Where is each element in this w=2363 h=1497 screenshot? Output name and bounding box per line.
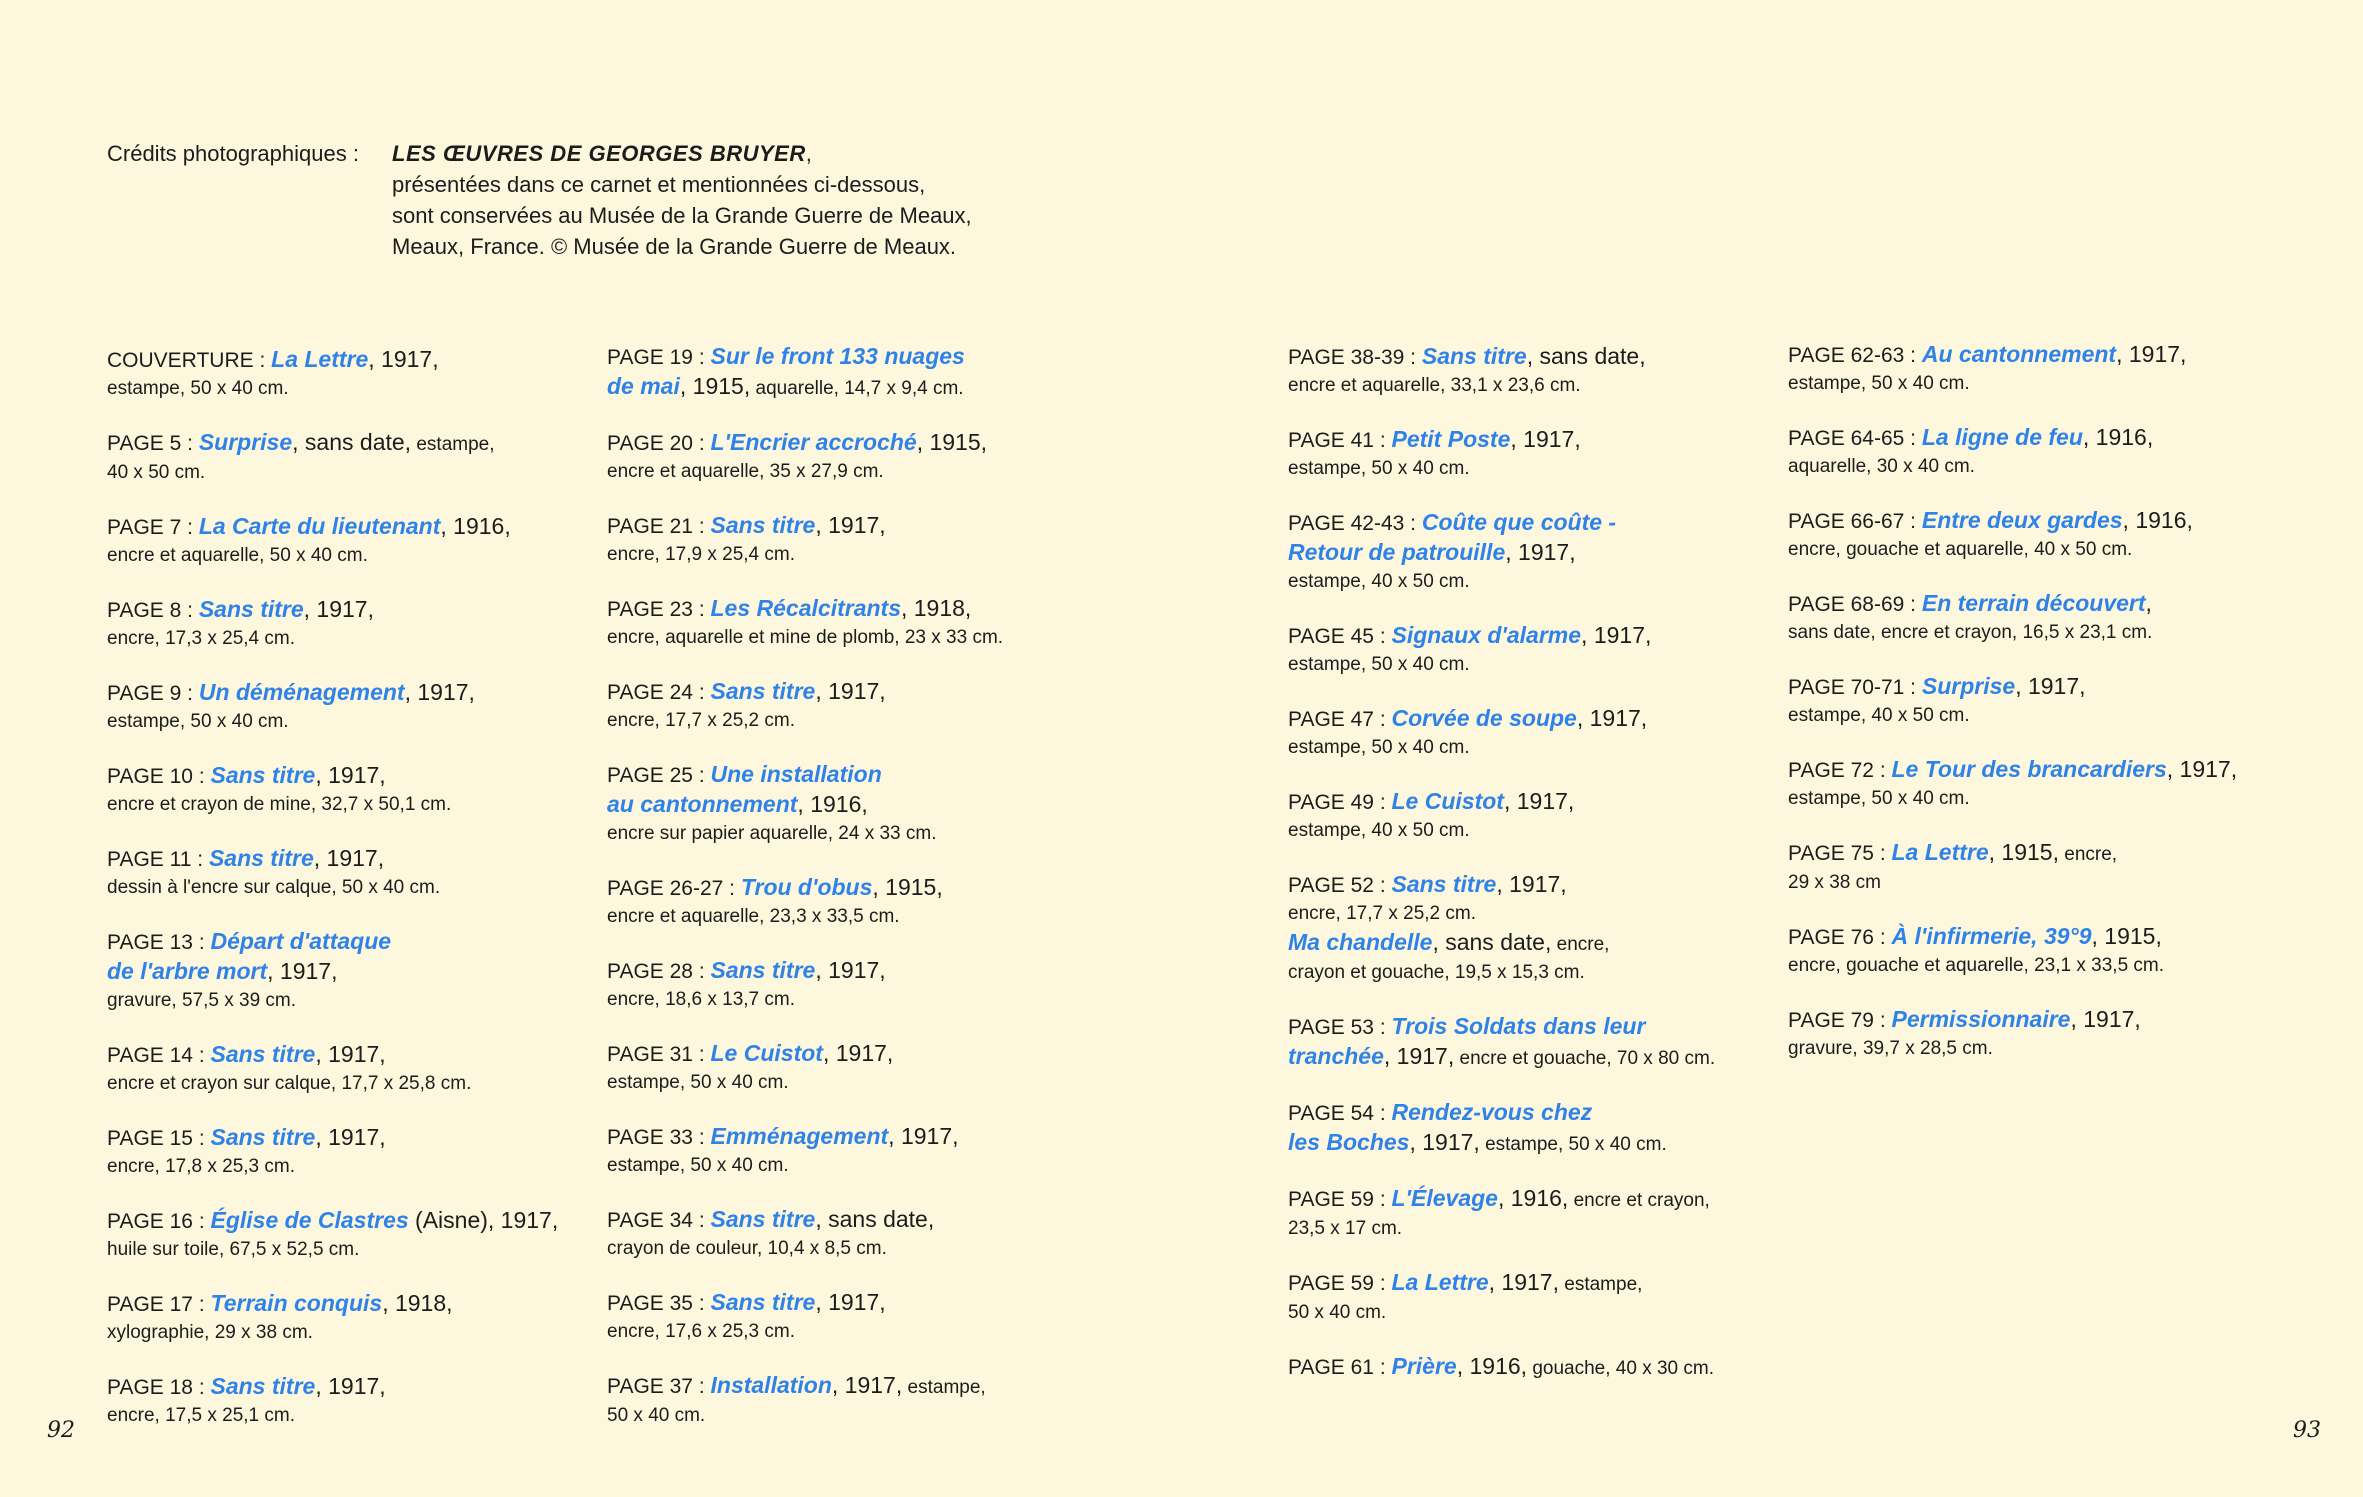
entry-title: Sans titre [1421, 343, 1527, 369]
entry-page: PAGE 76 : [1788, 926, 1892, 949]
credit-entry [1288, 425, 1788, 483]
credit-entry [607, 594, 1107, 652]
entry-year: , 1915, [872, 874, 943, 900]
entry-title: Sans titre [1391, 871, 1497, 897]
entry-year: , 1916, [2082, 424, 2154, 450]
entry-year: , 1915, [1988, 839, 2059, 865]
entry-year: , 1916, [1456, 1353, 1528, 1379]
entry-year: , 1917, [368, 346, 439, 372]
credit-entry [1288, 508, 1788, 596]
entry-year: , sans date, [815, 1206, 935, 1232]
entry-year: , sans date, [292, 429, 412, 455]
entry-year: , 1915, [2091, 923, 2162, 949]
entry-page: PAGE 18 : [107, 1376, 211, 1399]
entry-details: dessin à l'encre sur calque, 50 x 40 cm. [107, 877, 441, 898]
entry-year: , 1917, [315, 1041, 386, 1067]
entry-page: PAGE 23 : [607, 598, 711, 621]
credit-entry [107, 844, 607, 902]
entry-rest: encre et crayon, [1568, 1190, 1710, 1211]
entry-rest: estampe, [411, 434, 495, 455]
entry-title-cont: tranchée [1288, 1043, 1384, 1069]
entry-title: À l'infirmerie, 39°9 [1891, 923, 2092, 949]
credit-entry [1288, 1352, 1788, 1383]
entry-year: , 1917, [815, 1289, 886, 1315]
entry-year: , 1918, [900, 595, 972, 621]
credit-entry [107, 1206, 607, 1264]
entry-details: encre et crayon de mine, 32,7 x 50,1 cm. [107, 794, 452, 815]
entry-title: Sur le front 133 nuages [710, 343, 965, 369]
entry-title: L'Encrier accroché [710, 429, 917, 455]
entry-title: Sans titre [710, 1289, 816, 1315]
entry-title: Les Récalcitrants [710, 595, 901, 621]
entry-details: estampe, 50 x 40 cm. [607, 1072, 789, 1093]
entry-title: Une installation [710, 761, 882, 787]
entry-title: Sans titre [210, 1041, 316, 1067]
entry-year: , 1917, [315, 1124, 386, 1150]
entry-year: , 1917, [815, 512, 886, 538]
entry-details: estampe, 50 x 40 cm. [1288, 737, 1470, 758]
entry-year: , 1916, [797, 791, 868, 817]
entry-page: PAGE 59 : [1288, 1272, 1392, 1295]
credits-title: LES ŒUVRES DE GEORGES BRUYER [392, 141, 806, 166]
entry-title: La Lettre [271, 346, 369, 372]
entry-page: PAGE 45 : [1288, 625, 1392, 648]
entry-title: La Lettre [1891, 839, 1989, 865]
entry-page: PAGE 33 : [607, 1126, 711, 1149]
entry-page: PAGE 38-39 : [1288, 346, 1422, 369]
credit-entry [107, 428, 607, 487]
entry-rest: estampe, [1558, 1274, 1643, 1295]
entry-rest: gouache, 40 x 30 cm. [1527, 1358, 1715, 1379]
entry-title: Permissionnaire [1891, 1006, 2071, 1032]
entry-title: Sans titre [710, 957, 816, 983]
entry-year: , 1917, [1409, 1129, 1480, 1155]
entry-details: encre, gouache et aquarelle, 23,1 x 33,5 cm. [1788, 955, 2165, 976]
entry-title: Sans titre [210, 1373, 316, 1399]
entry-title: Prière [1391, 1353, 1457, 1379]
credit-entry [107, 927, 607, 1015]
page-number-right: 93 [2293, 1418, 2321, 1443]
entry-title: Corvée de soupe [1391, 705, 1577, 731]
entry-page: PAGE 47 : [1288, 708, 1392, 731]
entry-details: xylographie, 29 x 38 cm. [107, 1322, 313, 1343]
entry-title: Terrain conquis [210, 1290, 383, 1316]
entry-page: PAGE 68-69 : [1788, 593, 1922, 616]
credit-entry [107, 761, 607, 819]
page-number-left: 92 [47, 1418, 75, 1443]
entry-page: PAGE 7 : [107, 516, 199, 539]
credit-entry [1788, 423, 2288, 481]
entry-details: encre, 17,5 x 25,1 cm. [107, 1405, 295, 1426]
entry-extra-title: Ma chandelle [1288, 929, 1433, 955]
credit-entry [107, 512, 607, 570]
entry-details: encre, gouache et aquarelle, 40 x 50 cm. [1788, 539, 2133, 560]
entry-details: encre et aquarelle, 33,1 x 23,6 cm. [1288, 375, 1581, 396]
entry-page: PAGE 62-63 : [1788, 344, 1922, 367]
entry-year: , [2145, 590, 2152, 616]
credit-entry [1788, 755, 2288, 813]
entry-page: PAGE 11 : [107, 848, 209, 871]
credit-entry [607, 342, 1107, 403]
entry-title: Le Cuistot [1391, 788, 1504, 814]
entry-page: PAGE 42-43 : [1288, 512, 1422, 535]
credit-entry [607, 873, 1107, 931]
entry-page: PAGE 16 : [107, 1210, 211, 1233]
entry-details: 50 x 40 cm. [1288, 1302, 1387, 1323]
entry-rest: estampe, [902, 1377, 986, 1398]
entry-year: , 1917, [2116, 341, 2187, 367]
entry-page: PAGE 17 : [107, 1293, 211, 1316]
entry-title: Sans titre [210, 1124, 316, 1150]
entry-year: , 1915, [916, 429, 988, 455]
entry-title: Le Cuistot [710, 1040, 823, 1066]
entry-title: L'Élevage [1391, 1185, 1498, 1211]
entry-details: 40 x 50 cm. [107, 462, 206, 483]
credit-entry [1288, 342, 1788, 400]
entry-page: PAGE 53 : [1288, 1016, 1392, 1039]
entry-details: encre sur papier aquarelle, 24 x 33 cm. [607, 823, 937, 844]
entry-year: , 1917, [1488, 1269, 1559, 1295]
entry-details: encre et aquarelle, 23,3 x 33,5 cm. [607, 906, 900, 927]
entry-title: Sans titre [710, 678, 816, 704]
entry-rest: encre et gouache, 70 x 80 cm. [1454, 1048, 1716, 1069]
entry-details: estampe, 50 x 40 cm. [107, 378, 289, 399]
entry-details: encre, 17,7 x 25,2 cm. [1288, 903, 1476, 924]
credit-entry [1288, 787, 1788, 845]
entry-page: PAGE 20 : [607, 432, 711, 455]
entry-page: PAGE 64-65 : [1788, 427, 1922, 450]
entry-title-cont: Retour de patrouille [1288, 539, 1506, 565]
entry-details: encre, 17,8 x 25,3 cm. [107, 1156, 295, 1177]
entry-page: PAGE 52 : [1288, 874, 1392, 897]
entry-title: Sans titre [710, 512, 816, 538]
entry-title: La Carte du lieutenant [198, 513, 441, 539]
entry-title: La Lettre [1391, 1269, 1489, 1295]
entry-year: , 1917, [1576, 705, 1648, 731]
credit-entry [1788, 922, 2288, 980]
entry-details: sans date, encre et crayon, 16,5 x 23,1 cm. [1788, 622, 2153, 643]
entry-title: En terrain découvert [1921, 590, 2146, 616]
entry-page: PAGE 31 : [607, 1043, 711, 1066]
entry-year: , 1916, [2122, 507, 2193, 533]
entry-page: PAGE 8 : [107, 599, 199, 622]
entry-year: , 1917, [2166, 756, 2238, 782]
entry-year: , 1917, [815, 957, 886, 983]
credit-entry [1788, 506, 2288, 564]
credit-entry [107, 678, 607, 736]
entry-details: huile sur toile, 67,5 x 52,5 cm. [107, 1239, 360, 1260]
credits-label: Crédits photographiques : [107, 141, 359, 166]
entry-details: encre et aquarelle, 35 x 27,9 cm. [607, 461, 884, 482]
entry-title: Coûte que coûte - [1421, 509, 1617, 535]
credit-entry [607, 1205, 1107, 1263]
credit-entry [107, 1040, 607, 1098]
credit-entry [1788, 1005, 2288, 1063]
credits-line1: présentées dans ce carnet et mentionnées ci-dessous, [392, 172, 926, 197]
entry-year: , 1918, [382, 1290, 453, 1316]
credit-entry [107, 1372, 607, 1430]
entry-page: COUVERTURE : [107, 349, 272, 372]
entry-page: PAGE 28 : [607, 960, 711, 983]
entry-details: estampe, 50 x 40 cm. [1788, 373, 1970, 394]
entry-details: estampe, 50 x 40 cm. [1288, 458, 1470, 479]
entry-title: Petit Poste [1391, 426, 1511, 452]
entry-details: 29 x 38 cm [1788, 872, 1881, 893]
entry-page: PAGE 15 : [107, 1127, 211, 1150]
entry-year: , 1917, [888, 1123, 959, 1149]
entry-details: estampe, 50 x 40 cm. [607, 1155, 789, 1176]
entry-page: PAGE 14 : [107, 1044, 211, 1067]
entry-page: PAGE 5 : [107, 432, 199, 455]
entry-title: La ligne de feu [1921, 424, 2083, 450]
entry-title-cont: de l'arbre mort [107, 958, 268, 984]
entry-details: 23,5 x 17 cm. [1288, 1218, 1403, 1239]
credit-entry [1288, 1268, 1788, 1327]
entry-page: PAGE 10 : [107, 765, 211, 788]
credit-entry [1788, 589, 2288, 647]
entry-title: Le Tour des brancardiers [1891, 756, 2167, 782]
entry-details: estampe, 40 x 50 cm. [1288, 571, 1470, 592]
entry-year: , 1917, [2015, 673, 2086, 699]
column-2 [607, 342, 1107, 1455]
entry-title: Sans titre [208, 845, 314, 871]
credits-line2: sont conservées au Musée de la Grande Guerre de Meaux, [392, 203, 972, 228]
credit-entry [1788, 340, 2288, 398]
entry-year: , 1917, [315, 762, 386, 788]
entry-details: encre, 17,7 x 25,2 cm. [607, 710, 795, 731]
entry-page: PAGE 59 : [1288, 1188, 1392, 1211]
credit-entry [607, 1288, 1107, 1346]
entry-details: encre, aquarelle et mine de plomb, 23 x 33 cm. [607, 627, 1004, 648]
entry-page: PAGE 72 : [1788, 759, 1892, 782]
entry-year: , 1917, [831, 1372, 903, 1398]
entry-details: encre, 17,9 x 25,4 cm. [607, 544, 795, 565]
entry-page: PAGE 21 : [607, 515, 711, 538]
entry-year: , 1917, [2070, 1006, 2141, 1032]
entry-year: , 1916, [440, 513, 511, 539]
entry-title: Au cantonnement [1921, 341, 2117, 367]
entry-title: Un déménagement [198, 679, 405, 705]
entry-title: Sans titre [210, 762, 316, 788]
entry-details: encre et crayon sur calque, 17,7 x 25,8 cm. [107, 1073, 472, 1094]
entry-year: , 1917, [815, 678, 886, 704]
entry-rest: encre, [2058, 844, 2118, 865]
entry-year: , 1917, [1383, 1043, 1455, 1069]
entry-year: , 1917, [1505, 539, 1576, 565]
entry-details: gravure, 57,5 x 39 cm. [107, 990, 297, 1011]
entry-year: , sans date, [1432, 929, 1552, 955]
credit-entry [1288, 1184, 1788, 1243]
entry-page: PAGE 79 : [1788, 1009, 1892, 1032]
entry-details: estampe, 50 x 40 cm. [107, 711, 289, 732]
column-4 [1788, 340, 2288, 1088]
credit-entry [1288, 1098, 1788, 1159]
entry-title-cont: les Boches [1288, 1129, 1410, 1155]
entry-year: (Aisne), 1917, [408, 1207, 559, 1233]
entry-details: crayon de couleur, 10,4 x 8,5 cm. [607, 1238, 887, 1259]
entry-page: PAGE 37 : [607, 1375, 711, 1398]
entry-title: Trou d'obus [740, 874, 873, 900]
entry-page: PAGE 41 : [1288, 429, 1392, 452]
entry-details: estampe, 40 x 50 cm. [1288, 820, 1470, 841]
entry-title: Emménagement [710, 1123, 889, 1149]
entry-details: encre, 17,6 x 25,3 cm. [607, 1321, 795, 1342]
entry-page: PAGE 54 : [1288, 1102, 1392, 1125]
entry-details: aquarelle, 30 x 40 cm. [1788, 456, 1975, 477]
credit-entry [607, 1122, 1107, 1180]
entry-year: , 1916, [1497, 1185, 1569, 1211]
entry-details: encre et aquarelle, 50 x 40 cm. [107, 545, 368, 566]
credit-entry [1288, 1012, 1788, 1073]
entry-page: PAGE 35 : [607, 1292, 711, 1315]
entry-page: PAGE 49 : [1288, 791, 1392, 814]
entry-page: PAGE 61 : [1288, 1356, 1392, 1379]
entry-year: , 1917, [313, 845, 385, 871]
entry-title: Installation [710, 1372, 832, 1398]
entry-page: PAGE 34 : [607, 1209, 711, 1232]
entry-rest: estampe, 50 x 40 cm. [1479, 1134, 1667, 1155]
entry-details: crayon et gouache, 19,5 x 15,3 cm. [1288, 962, 1585, 983]
entry-year: , 1917, [1581, 622, 1652, 648]
entry-title: Départ d'attaque [210, 928, 392, 954]
entry-year: , 1917, [404, 679, 475, 705]
entry-page: PAGE 66-67 : [1788, 510, 1922, 533]
entry-details: gravure, 39,7 x 28,5 cm. [1788, 1038, 1993, 1059]
entry-page: PAGE 19 : [607, 346, 711, 369]
column-1 [107, 345, 607, 1455]
entry-title: Rendez-vous chez [1391, 1099, 1593, 1125]
credit-entry [1788, 672, 2288, 730]
entry-details: encre, 18,6 x 13,7 cm. [607, 989, 795, 1010]
entry-year: , 1917, [315, 1373, 386, 1399]
credit-entry [1788, 838, 2288, 897]
entry-rest: aquarelle, 14,7 x 9,4 cm. [750, 378, 964, 399]
entry-title: Signaux d'alarme [1391, 622, 1582, 648]
credit-entry [1288, 621, 1788, 679]
credit-entry [607, 1371, 1107, 1430]
entry-details: estampe, 40 x 50 cm. [1788, 705, 1970, 726]
entry-title: Trois Soldats dans leur [1391, 1013, 1646, 1039]
entry-page: PAGE 25 : [607, 764, 711, 787]
entry-title: Sans titre [710, 1206, 816, 1232]
entry-year: , 1917, [1510, 426, 1581, 452]
entry-details: estampe, 50 x 40 cm. [1288, 654, 1470, 675]
entry-details: estampe, 50 x 40 cm. [1788, 788, 1970, 809]
credit-entry [1288, 704, 1788, 762]
credit-entry [607, 1039, 1107, 1097]
entry-year: , 1917, [303, 596, 374, 622]
entry-rest: encre, [1551, 934, 1610, 955]
entry-title: Église de Clastres [210, 1207, 409, 1233]
credit-entry [1288, 870, 1788, 987]
credit-entry [107, 1123, 607, 1181]
credit-entry [107, 1289, 607, 1347]
credit-entry [607, 956, 1107, 1014]
entry-page: PAGE 9 : [107, 682, 199, 705]
entry-year: , 1917, [1496, 871, 1567, 897]
entry-page: PAGE 13 : [107, 931, 211, 954]
credit-entry [607, 428, 1107, 486]
entry-details: encre, 17,3 x 25,4 cm. [107, 628, 295, 649]
entry-page: PAGE 26-27 : [607, 877, 741, 900]
entry-page: PAGE 70-71 : [1788, 676, 1922, 699]
entry-page: PAGE 24 : [607, 681, 711, 704]
entry-year: , sans date, [1526, 343, 1646, 369]
credit-entry [107, 345, 607, 403]
entry-title: Entre deux gardes [1921, 507, 2123, 533]
entry-title: Surprise [1921, 673, 2016, 699]
credit-entry [607, 511, 1107, 569]
credits-text: LES ŒUVRES DE GEORGES BRUYER, présentées dans ce carnet et mentionnées ci-dessous, sont conservées au Musée de la Grande Guerre de Meaux, Meaux, France. © Musée de la Grande Guerre de Meaux. [392, 138, 1092, 262]
entry-title: Surprise [198, 429, 293, 455]
credit-entry [107, 595, 607, 653]
entry-title-cont: de mai [607, 373, 680, 399]
entry-year: , 1915, [679, 373, 751, 399]
credit-entry [607, 760, 1107, 848]
entry-year: , 1917, [267, 958, 338, 984]
entry-title-cont: au cantonnement [607, 791, 798, 817]
credit-entry [607, 677, 1107, 735]
column-3 [1288, 342, 1788, 1408]
credits-line3: Meaux, France. © Musée de la Grande Guerre de Meaux. [392, 234, 957, 259]
entry-title: Sans titre [198, 596, 304, 622]
entry-page: PAGE 75 : [1788, 842, 1892, 865]
entry-year: , 1917, [822, 1040, 894, 1066]
entry-details: 50 x 40 cm. [607, 1405, 706, 1426]
entry-year: , 1917, [1503, 788, 1575, 814]
